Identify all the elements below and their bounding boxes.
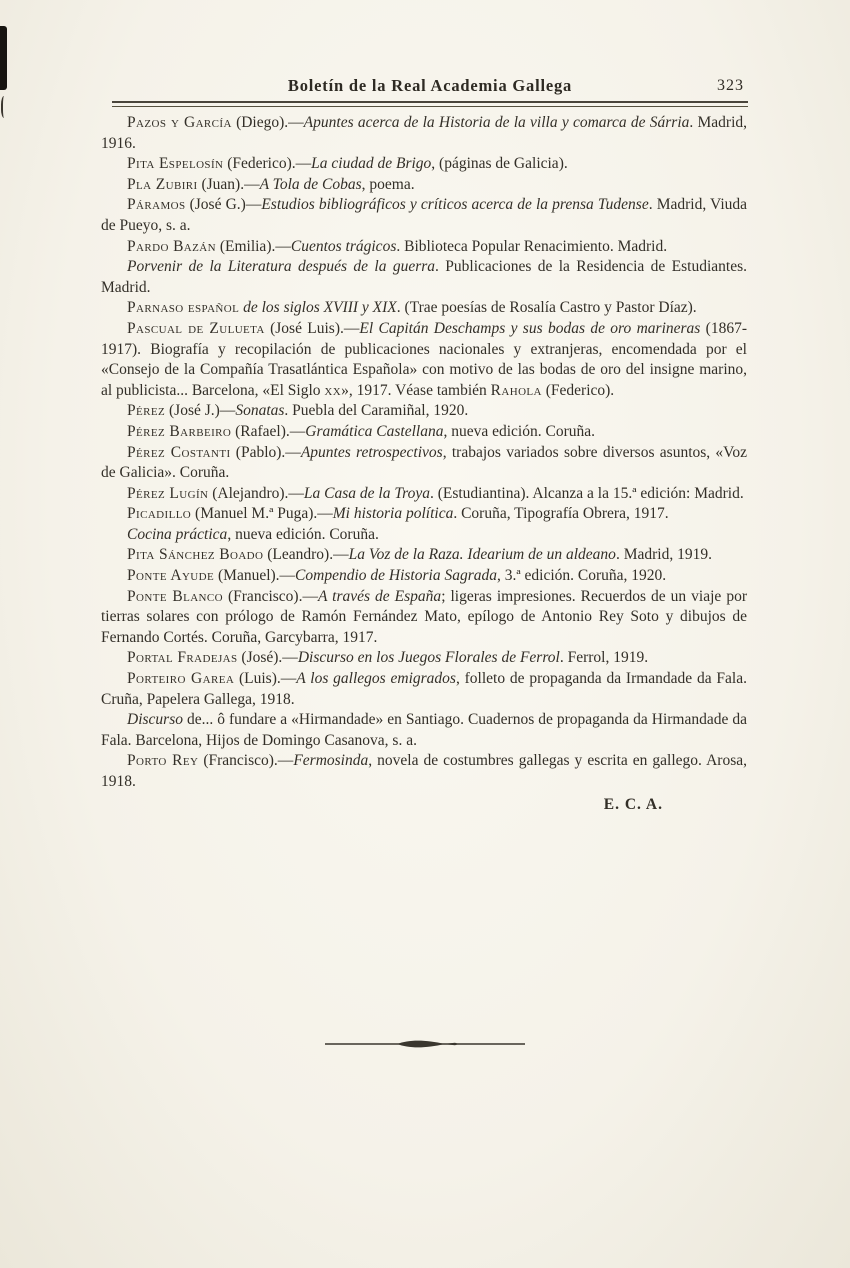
bibliography-entry <box>101 545 747 566</box>
author-name: Portal Fradejas <box>127 649 238 667</box>
entry-text: . Ferrol, 1919. <box>559 649 649 667</box>
entry-text: (Juan).— <box>197 175 260 193</box>
entry-text: (José Luis).— <box>264 319 360 337</box>
bibliography-entry <box>101 566 747 587</box>
author-initials: E. C. A. <box>603 795 663 813</box>
work-title: Discurso <box>127 711 183 729</box>
entry-text: , nueva edición. Coruña. <box>227 525 379 543</box>
entry-text: (Francisco).— <box>198 752 294 770</box>
author-name: Pascual de Zulueta <box>127 319 265 337</box>
page-body <box>101 113 747 814</box>
work-title: Mi historia política <box>332 505 454 523</box>
entry-text: (Federico). <box>541 381 615 399</box>
entry-text: , (páginas de Galicia). <box>431 155 568 173</box>
entry-text: ; ligeras impresiones. Recuerdos de un viaje por tierras solares con prólogo de Ramón Fernández Mato, epílogo de Antonio Rey Soto y dibujos de Fernando Cortés. Coruña, Garcybarra, 1917. <box>101 587 747 646</box>
bibliography-entry <box>101 298 747 319</box>
entry-text: , poema. <box>361 175 415 193</box>
author-name: Pérez Lugín <box>127 484 209 502</box>
entry-text: , trabajos variados sobre diversos asuntos, «Voz de Galicia». Coruña. <box>101 443 748 482</box>
bibliography-entry <box>101 175 747 196</box>
entry-text: , 3.ª edición. Coruña, 1920. <box>496 567 667 585</box>
work-title: A través de España <box>317 587 442 605</box>
bibliography-entry <box>101 504 747 525</box>
header-rule <box>112 101 748 107</box>
author-name: Pla Zubiri <box>127 175 198 193</box>
entry-text: (Rafael).— <box>231 422 306 440</box>
author-name: Pardo Bazán <box>127 237 216 255</box>
bibliography-entry <box>101 319 747 401</box>
entry-text: , folleto de propaganda da Irmandade da Fala. Cruña, Papelera Gallega, 1918. <box>101 670 747 708</box>
author-name: Pérez Barbeiro <box>127 422 232 440</box>
work-title: Apuntes acerca de la Historia de la villa y comarca de Sárria <box>303 114 690 131</box>
work-title: Cuentos trágicos <box>290 237 397 255</box>
entry-text: . Biblioteca Popular Renacimiento. Madrid. <box>396 237 668 255</box>
entry-text: (Manuel).— <box>214 567 296 585</box>
author-name: Ponte Blanco <box>127 587 223 605</box>
bibliography <box>101 113 747 793</box>
bibliography-entry <box>101 587 747 649</box>
binding-edge-mark <box>1 96 7 118</box>
bibliography-entry <box>101 648 747 669</box>
author-name: Porto Rey <box>127 752 199 770</box>
entry-text: (Leandro).— <box>263 546 349 564</box>
author-name: Picadillo <box>127 505 192 523</box>
entry-text: . Publicaciones de la Residencia de Estudiantes. Madrid. <box>101 258 747 296</box>
entry-text: . Madrid, Viuda de Pueyo, s. a. <box>101 196 747 234</box>
page-header <box>112 76 748 107</box>
entry-text: (José).— <box>237 649 298 667</box>
work-title: de los siglos XVIII y XIX <box>243 299 397 317</box>
bibliography-entry <box>101 710 747 751</box>
bibliography-entry <box>101 669 747 710</box>
author-name: Pérez <box>127 402 166 420</box>
author-name: Pita Espelosín <box>127 155 224 173</box>
author-name: Pita Sánchez Boado <box>127 546 264 564</box>
bibliography-entry <box>101 237 747 258</box>
entry-text: . (Trae poesías de Rosalía Castro y Pastor Díaz). <box>396 299 697 317</box>
entry-text: », 1917. Véase también <box>341 381 491 399</box>
work-title: La Casa de la Troya <box>303 484 430 502</box>
work-title: Gramática Castellana <box>305 422 444 440</box>
divider-rule-icon <box>325 1038 525 1050</box>
work-title: Compendio de Historia Sagrada <box>295 567 497 585</box>
work-title: Fermosinda <box>293 752 369 770</box>
entry-text: (Francisco).— <box>222 587 318 605</box>
author-name: Rahola <box>490 381 542 399</box>
author-name: xx <box>324 381 342 399</box>
work-title: Sonatas <box>235 402 285 420</box>
author-name: Porteiro Garea <box>127 670 235 688</box>
author-name: Pazos y García <box>127 114 232 131</box>
work-title: La Voz de la Raza. Idearium de un aldeano <box>348 546 616 564</box>
entry-text: (Emilia).— <box>215 237 291 255</box>
bibliography-entry <box>101 113 747 154</box>
bibliography-entry <box>101 257 747 298</box>
entry-text: . Puebla del Caramiñal, 1920. <box>284 402 469 420</box>
work-title: Apuntes retrospectivos <box>300 443 443 461</box>
work-title: A Tola de Cobas <box>259 175 362 193</box>
entry-text: , nueva edición. Coruña. <box>443 422 595 440</box>
work-title: Estudios bibliográficos y críticos acerca de la prensa Tudense <box>261 196 649 214</box>
bibliography-entry <box>101 154 747 175</box>
bibliography-entry <box>101 401 747 422</box>
author-name: Ponte Ayude <box>127 567 215 585</box>
work-title: El Capitán Deschamps y sus bodas de oro marineras <box>359 319 701 337</box>
entry-text: . Madrid, 1919. <box>615 546 712 564</box>
bibliography-entry <box>101 443 747 484</box>
bibliography-entry <box>101 525 747 546</box>
entry-text: (José J.)— <box>165 402 236 420</box>
work-title: Cocina práctica <box>127 525 228 543</box>
page-number: 323 <box>717 77 744 94</box>
entry-text: (José G.)— <box>185 196 262 214</box>
author-name: Páramos <box>127 196 186 214</box>
bibliography-entry <box>101 751 747 792</box>
entry-text: (Pablo).— <box>230 443 301 461</box>
binding-edge-artifact <box>0 26 7 90</box>
work-title: Discurso en los Juegos Florales de Ferrol <box>297 649 560 667</box>
work-title: A los gallegos emigrados <box>296 670 456 688</box>
entry-text: (Alejandro).— <box>208 484 304 502</box>
divider-ornament <box>0 1038 850 1050</box>
entry-text: , novela de costumbres gallegas y escrita en gallego. Arosa, 1918. <box>101 752 747 790</box>
entry-text: (1867-1917). Biografía y recopilación de publicaciones nacionales y extranjeras, encomendada por el «Consejo de la Compañía Trasatlántica Española» con motivo de las bodas de oro del insigne marino, al publicista... Barcelona, «El Siglo <box>101 319 747 399</box>
entry-text: (Manuel M.ª Puga).— <box>191 505 333 523</box>
journal-title: Boletín de la Real Academia Gallega <box>287 76 573 95</box>
author-name: Pérez Costanti <box>127 443 231 461</box>
entry-text: (Luis).— <box>234 670 297 688</box>
entry-text: . Coruña, Tipografía Obrera, 1917. <box>453 505 669 523</box>
entry-text: (Diego).— <box>231 114 304 131</box>
author-name: Parnaso español <box>127 299 240 317</box>
bibliography-entry <box>101 422 747 443</box>
bibliography-entry <box>101 484 747 505</box>
work-title: La ciudad de Brigo <box>311 155 432 173</box>
entry-text: de... ô fundare a «Hirmandade» en Santiago. Cuadernos de propaganda da Hirmandade da Fala. Barcelona, Hijos de Domingo Casanova, s. a. <box>101 711 747 749</box>
entry-text: . Madrid, 1916. <box>101 114 748 152</box>
entry-text: . (Estudiantina). Alcanza a la 15.ª edición: Madrid. <box>429 484 744 502</box>
work-title: Porvenir de la Literatura después de la guerra <box>127 258 436 276</box>
bibliography-entry <box>101 195 747 236</box>
entry-text: (Federico).— <box>223 155 312 173</box>
